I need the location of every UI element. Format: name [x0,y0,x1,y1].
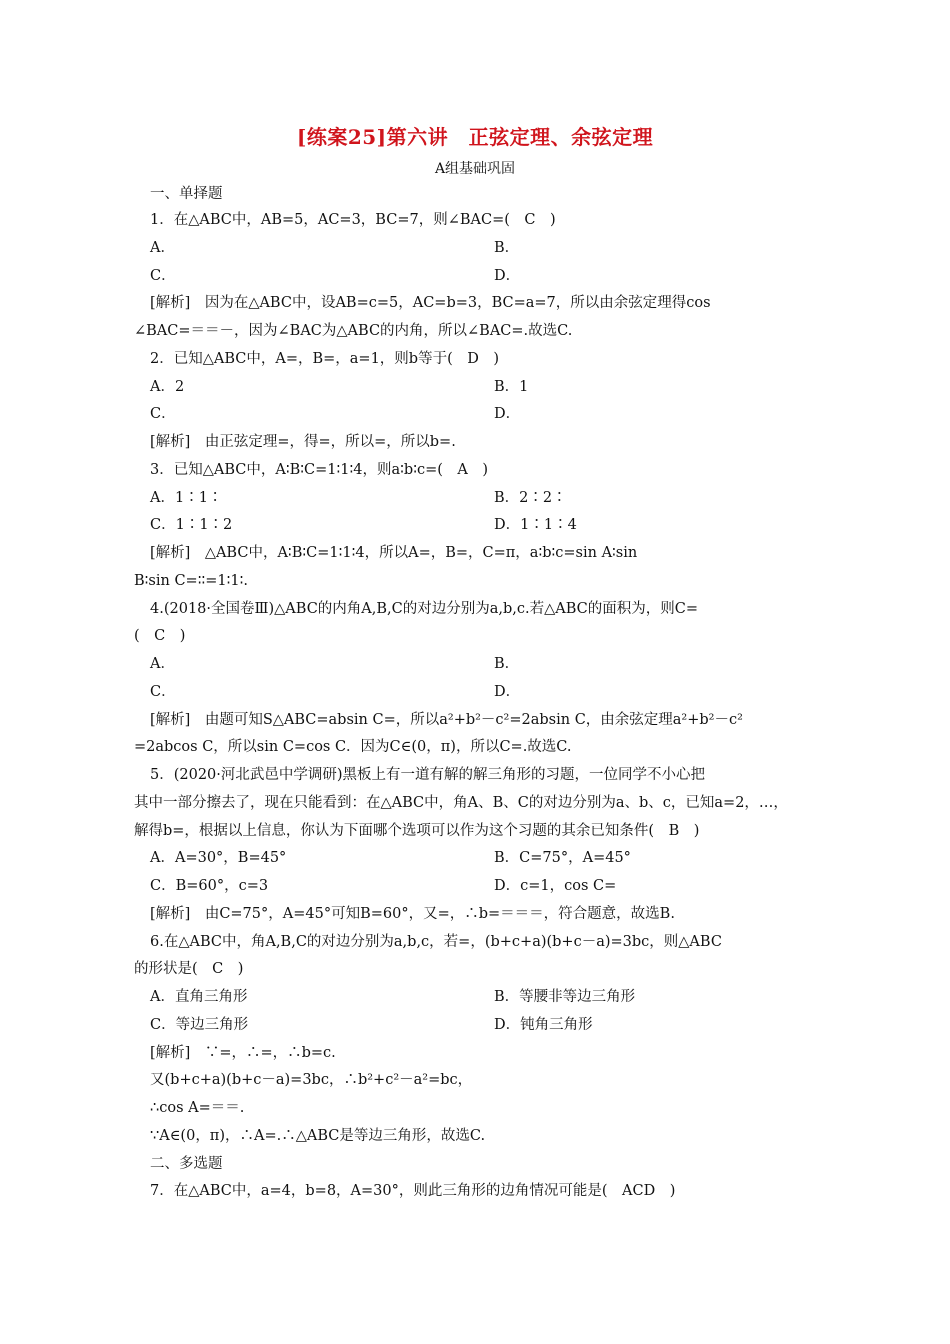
solution-text: [解析] 由正弦定理=，得=，所以=，所以b=. [150,434,456,450]
option: D．钝角三角形 [494,1017,593,1033]
option: A．A=30°，B=45° [150,850,287,866]
option: C．B=60°，c=3 [150,878,269,894]
option: D．1∶1∶4 [494,517,577,533]
option: D．c=1，cos C= [494,878,617,894]
option: B．2∶2∶ [494,490,567,506]
question-text: 6.在△ABC中，角A,B,C的对边分别为a,b,c，若=，(b+c+a)(b+c－a)=3bc，则△ABC [150,934,722,950]
question-text: ( C ) [134,628,186,644]
solution-text: 又(b+c+a)(b+c－a)=3bc，∴b²+c²－a²=bc， [150,1072,473,1088]
question-text: 的形状是( C ) [134,961,244,977]
option: C． [150,268,176,284]
option: C． [150,406,176,422]
option: B．等腰非等边三角形 [494,989,636,1005]
option: C． [150,684,176,700]
option: B．1 [494,379,529,395]
option: A． [150,656,175,672]
option: B． [494,656,520,672]
solution-text: [解析] △ABC中，A∶B∶C=1∶1∶4，所以A=，B=，C=π，a∶b∶c=sin A∶sin [150,545,638,561]
solution-text: =2abcos C，所以sin C=cos C．因为C∈(0，π)，所以C=.故选C. [134,739,572,755]
option: D． [494,684,521,700]
option: C．1∶1∶2 [150,517,233,533]
option: A． [150,240,175,256]
option: D． [494,268,521,284]
option: B．C=75°，A=45° [494,850,631,866]
option: D． [494,406,521,422]
solution-text: [解析] 由C=75°，A=45°可知B=60°，又=，∴b=＝＝＝，符合题意，故选B. [150,906,675,922]
solution-text: [解析] ∵=，∴=，∴b=c. [150,1045,336,1061]
option: C．等边三角形 [150,1017,249,1033]
section-heading: 二、多选题 [150,1156,223,1172]
section-subtitle: A组基础巩固 [434,161,516,177]
question-text: 7．在△ABC中，a=4，b=8，A=30°，则此三角形的边角情况可能是( ACD ) [150,1183,676,1199]
question-text: 2．已知△ABC中，A=，B=，a=1，则b等于( D ) [150,351,500,367]
option: A．直角三角形 [150,989,248,1005]
question-text: 解得b=，根据以上信息，你认为下面哪个选项可以作为这个习题的其余已知条件( B ) [134,823,700,839]
question-text: 5．(2020·河北武邑中学调研)黑板上有一道有解的解三角形的习题，一位同学不小心把 [150,767,706,783]
solution-text: ∠BAC=＝＝－，因为∠BAC为△ABC的内角，所以∠BAC=.故选C. [134,323,573,339]
option: B． [494,240,520,256]
solution-text: [解析] 由题可知S△ABC=absin C=，所以a²+b²－c²=2absin C，由余弦定理a²+b²－c² [150,712,743,728]
question-text: 3．已知△ABC中，A∶B∶C=1∶1∶4，则a∶b∶c=( A ) [150,462,489,478]
option: A．2 [150,379,185,395]
question-text: 1．在△ABC中，AB=5，AC=3，BC=7，则∠BAC=( C ) [150,212,556,228]
solution-text: [解析] 因为在△ABC中，设AB=c=5，AC=b=3，BC=a=7，所以由余弦定理得cos [150,295,711,311]
section-heading: 一、单择题 [150,186,223,202]
question-text: 其中一部分擦去了，现在只能看到：在△ABC中，角A、B、C的对边分别为a、b、c，已知a=2，…， [134,795,788,811]
option: A．1∶1∶ [150,490,223,506]
page-title: [练案25]第六讲 正弦定理、余弦定理 [296,125,654,149]
solution-text: ∵A∈(0，π)，∴A=.∴△ABC是等边三角形，故选C. [150,1128,486,1144]
solution-text: B∶sin C=∶∶=1∶1∶. [134,573,249,589]
solution-text: ∴cos A=＝＝. [150,1100,245,1116]
question-text: 4.(2018·全国卷Ⅲ)△ABC的内角A,B,C的对边分别为a,b,c.若△ABC的面积为，则C= [150,601,698,617]
